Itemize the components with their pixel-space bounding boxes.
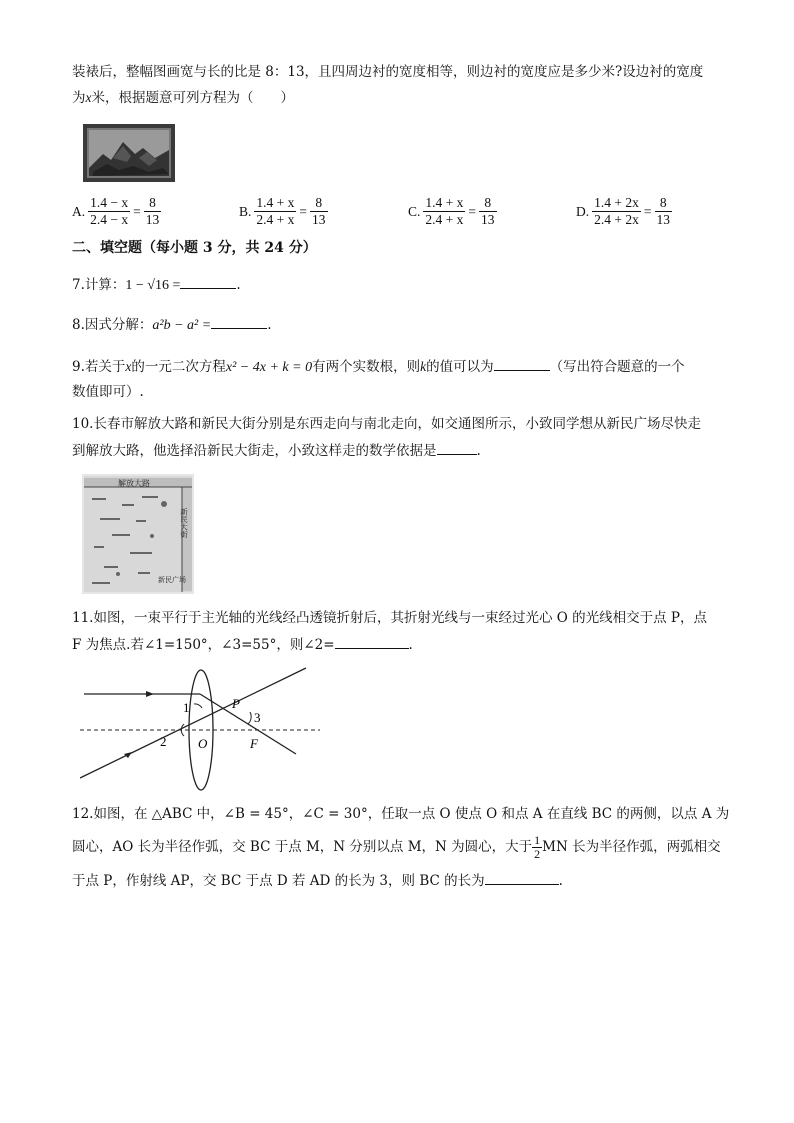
q11-answer-blank[interactable] (335, 634, 409, 649)
option-c-rnum: 8 (479, 195, 497, 212)
q11-end: . (408, 637, 413, 653)
option-d-den: 2.4 + 2x (594, 212, 639, 227)
angle-2-label: 2 (160, 734, 167, 749)
option-a-rhs (144, 195, 162, 228)
q12-answer-blank[interactable] (485, 870, 559, 885)
map-label-street: 新民大街 (179, 508, 189, 538)
option-b-rden: 13 (312, 212, 326, 227)
question-12-line3 (72, 870, 563, 891)
q6-text-line2 (72, 88, 294, 108)
q9-equation: x² − 4x + k = 0 (225, 360, 313, 375)
option-a-rnum: 8 (144, 195, 162, 212)
q9-post: 的值可以为 (426, 359, 494, 375)
q12-line2-pre: 圆心，AO 长为半径作弧，交 BC 于点 M，N 分别以点 M，N 为圆心，大于 (72, 839, 533, 855)
option-b-den: 2.4 + x (256, 212, 295, 227)
option-d: D. $\frac{1.4 + 2x}{2.4 + 2x}$ = $\frac{8}{13}$ (576, 195, 670, 227)
point-p-label: P (232, 696, 240, 711)
option-a-lhs (88, 195, 130, 228)
option-c-lhs (423, 195, 465, 228)
option-a-label: A. (72, 203, 86, 219)
question-10-line1: 10.长春市解放大路和新民大街分别是东西走向与南北走向，如交通图所示，小致同学想从新民广场尽快走 (72, 416, 701, 432)
q10-line2-text: 到解放大路，他选择沿新民大街走，小致这样走的数学依据是 (72, 443, 437, 459)
traffic-map-image (82, 474, 194, 594)
option-d-rhs (655, 195, 673, 228)
angle-1-label: 1 (183, 700, 190, 715)
option-c-label: C. (408, 203, 421, 219)
option-a-num: 1.4 − x (90, 195, 129, 210)
q9-mid: 的一元二次方程 (131, 359, 226, 375)
question-9-line1 (72, 356, 685, 378)
q7-answer-blank[interactable] (180, 274, 236, 289)
q6-line2-post: 米，根据题意可列方程为（ ） (91, 90, 294, 106)
q6-text-line1: 装裱后，整幅图画宽与长的比是 8：13，且四周边衬的宽度相等，则边衬的宽度应是多少米?设边衬的宽度 (72, 64, 704, 80)
option-c: C. $\frac{1.4 + x}{2.4 + x}$ = $\frac{8}{13}$ (408, 195, 495, 227)
q9-var-x: x (125, 359, 132, 374)
q7-suffix: . (236, 277, 241, 293)
ray-arrow-icon (146, 691, 154, 697)
q11-line2-text: F 为焦点.若∠1=150°，∠3=55°，则∠2= (72, 637, 335, 653)
q9-var-k: k (420, 359, 427, 374)
option-d-label: D. (576, 203, 590, 219)
question-12-line2 (72, 834, 721, 861)
q8-answer-blank[interactable] (211, 314, 267, 329)
q6-var-x: x (85, 90, 92, 105)
option-d-rnum: 8 (655, 195, 673, 212)
q12-line3-text: 于点 P，作射线 AP，交 BC 于点 D 若 AD 的长为 3，则 BC 的长为 (72, 873, 485, 889)
option-d-lhs (592, 195, 641, 228)
question-11-line1: 11.如图，一束平行于主光轴的光线经凸透镜折射后，其折射光线与一束经过光心 O 的光线相交于点 P，点 (72, 610, 707, 626)
question-9-line2: 数值即可）. (72, 384, 144, 400)
q8-suffix: . (267, 317, 272, 333)
q10-answer-blank[interactable] (437, 440, 477, 455)
point-f-label: F (250, 736, 258, 751)
center-ray-arrow-icon (124, 752, 132, 758)
option-d-num: 1.4 + 2x (594, 195, 639, 210)
question-8 (72, 314, 271, 336)
question-11-line2 (72, 634, 413, 655)
q12-line2-post: MN 长为半径作弧，两弧相交 (542, 839, 721, 855)
q9-mid2: 有两个实数根，则 (312, 359, 421, 375)
q8-prefix: 8.因式分解： (72, 317, 153, 333)
q12-end: . (558, 873, 563, 889)
option-a-den: 2.4 − x (90, 212, 129, 227)
q9-pre: 9.若关于 (72, 359, 126, 375)
option-c-den: 2.4 + x (425, 212, 464, 227)
question-12-line1: 12.如图，在 △ABC 中，∠B = 45°，∠C = 30°，任取一点 O 使点 O 和点 A 在直线 BC 的两侧，以点 A 为 (72, 806, 730, 822)
q10-end: . (476, 443, 481, 459)
option-b-num: 1.4 + x (256, 195, 295, 210)
option-b: B. $\frac{1.4 + x}{2.4 + x}$ = $\frac{8}{13}$ (239, 195, 326, 227)
q7-prefix: 7.计算： (72, 277, 126, 293)
q7-expr: 1 − √16 = (125, 278, 181, 293)
map-label-square: 新民广场 (158, 576, 186, 584)
section-heading: 二、填空题（每小题 3 分，共 24 分） (72, 240, 317, 256)
option-c-rhs (479, 195, 497, 228)
q6-line2-pre: 为 (72, 90, 86, 106)
option-c-rden: 13 (481, 212, 495, 227)
angle-3-label: 3 (254, 710, 261, 725)
q9-tail: （写出符合题意的一个 (549, 359, 685, 375)
option-b-rnum: 8 (310, 195, 328, 212)
q12-frac-den: 2 (534, 847, 541, 861)
option-a: A. $\frac{1.4 - x}{2.4 - x}$ = $\frac{8}{13}$ (72, 195, 160, 227)
question-10-line2 (72, 440, 481, 461)
painting-image (83, 124, 175, 182)
q12-half-fraction (532, 834, 542, 861)
option-b-lhs (254, 195, 296, 228)
option-a-rden: 13 (145, 212, 160, 227)
option-b-rhs (310, 195, 328, 228)
lens-diagram (80, 664, 320, 792)
option-d-rden: 13 (656, 212, 670, 227)
map-label-road: 解放大路 (118, 479, 150, 488)
question-7 (72, 274, 241, 296)
q8-expr: a²b − a² = (152, 318, 212, 333)
option-c-num: 1.4 + x (425, 195, 464, 210)
option-b-label: B. (239, 203, 252, 219)
q12-frac-num: 1 (534, 833, 541, 847)
q9-answer-blank[interactable] (494, 356, 550, 371)
point-o-label: O (198, 736, 208, 751)
